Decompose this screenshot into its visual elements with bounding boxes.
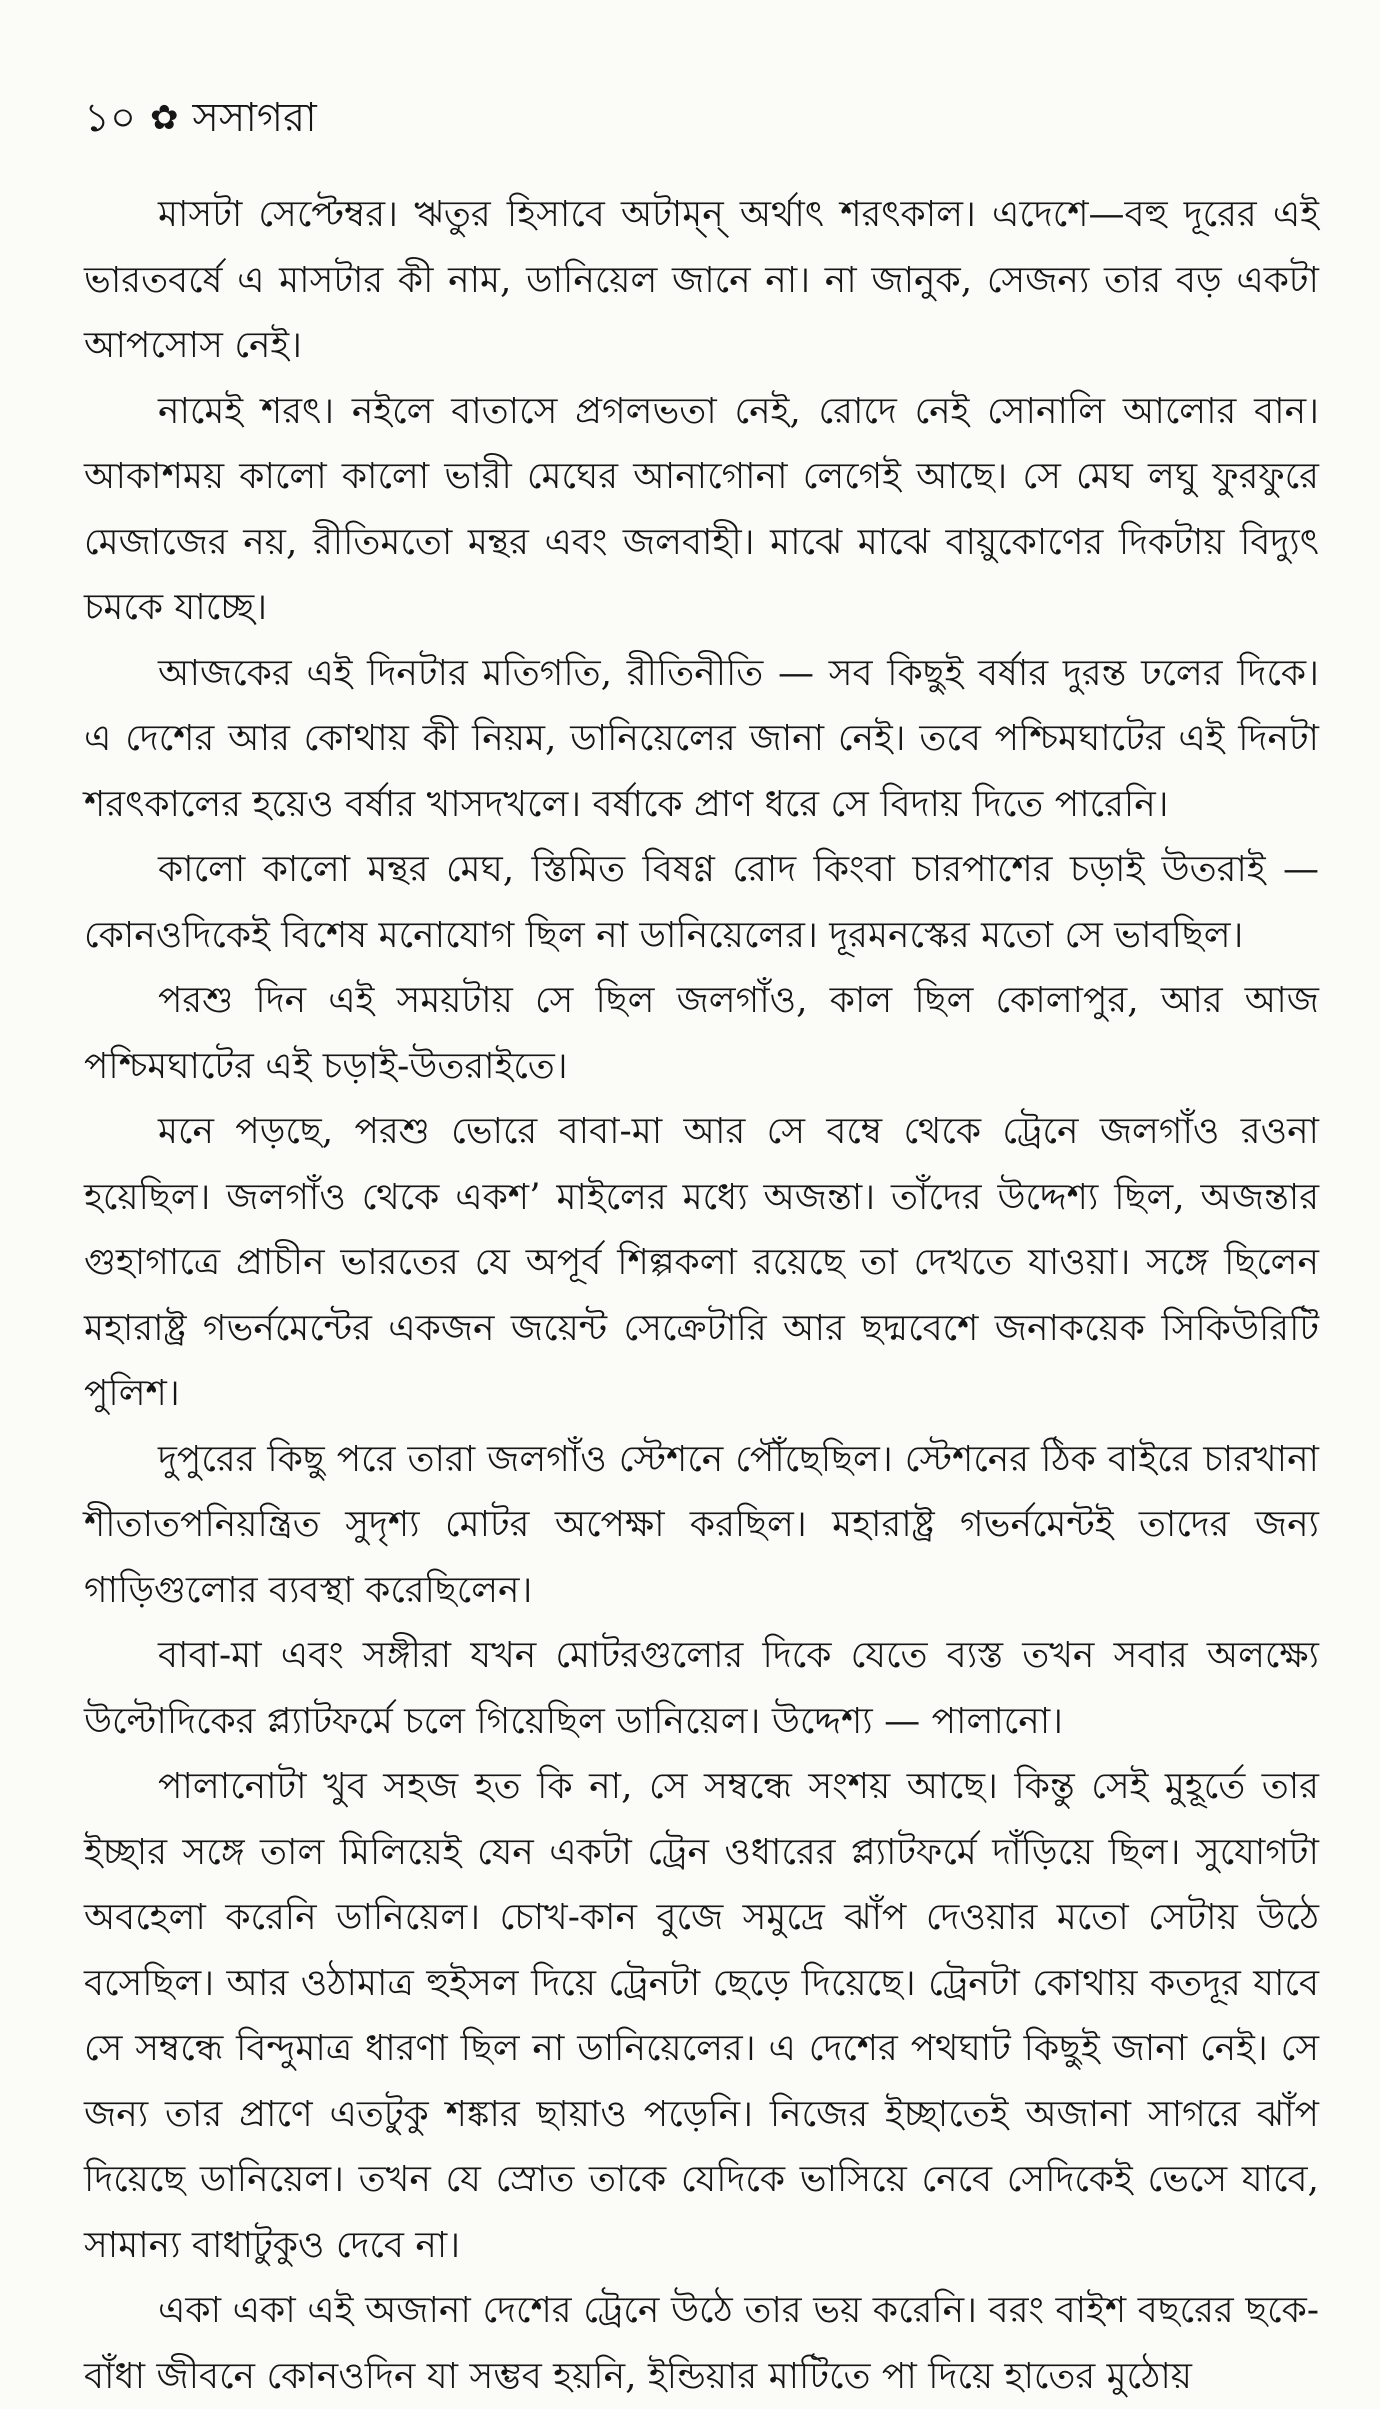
body-text (84, 182, 1319, 2409)
paragraph-7: দুপুরের কিছু পরে তারা জলগাঁও স্টেশনে পৌঁছেছিল। স্টেশনের ঠিক বাইরে চারখানা শীতাতপনিয়ন্ত্রিত সুদৃশ্য মোটর অপেক্ষা করছিল। মহারাষ্ট্র গভর্নমেন্টই তাদের জন্য গাড়িগুলোর ব্যবস্থা করেছিলেন। (84, 1438, 1319, 1611)
running-head (84, 92, 317, 144)
paragraph-3: আজকের এই দিনটার মতিগতি, রীতিনীতি — সব কিছুই বর্ষার দুরন্ত ঢলের দিকে। এ দেশের আর কোথায় কী নিয়ম, ডানিয়েলের জানা নেই। তবে পশ্চিমঘাটের এই দিনটা শরৎকালের হয়েও বর্ষার খাসদখলে। বর্ষাকে প্রাণ ধরে সে বিদায় দিতে পারেনি। (84, 652, 1319, 825)
paragraph-6: মনে পড়ছে, পরশু ভোরে বাবা-মা আর সে বম্বে থেকে ট্রেনে জলগাঁও রওনা হয়েছিল। জলগাঁও থেকে একশ’ মাইলের মধ্যে অজন্তা। তাঁদের উদ্দেশ্য ছিল, অজন্তার গুহাগাত্রে প্রাচীন ভারতের যে অপূর্ব শিল্পকলা রয়েছে তা দেখতে যাওয়া। সঙ্গে ছিলেন মহারাষ্ট্র গভর্নমেন্টের একজন জয়েন্ট সেক্রেটারি আর ছদ্মবেশে জনাকয়েক সিকিউরিটি পুলিশ। (84, 1111, 1319, 1414)
paragraph-5: পরশু দিন এই সময়টায় সে ছিল জলগাঁও, কাল ছিল কোলাপুর, আর আজ পশ্চিমঘাটের এই চড়াই-উতরাইতে। (84, 980, 1319, 1087)
flower-ornament-icon: ✿ (149, 98, 179, 138)
paragraph-2: নামেই শরৎ। নইলে বাতাসে প্রগলভতা নেই, রোদে নেই সোনালি আলোর বান। আকাশময় কালো কালো ভারী মেঘের আনাগোনা লেগেই আছে। সে মেঘ লঘু ফুরফুরে মেজাজের নয়, রীতিমতো মন্থর এবং জলবাহী। মাঝে মাঝে বায়ুকোণের দিকটায় বিদ্যুৎ চমকে যাচ্ছে। (84, 390, 1319, 628)
paragraph-8: বাবা-মা এবং সঙ্গীরা যখন মোটরগুলোর দিকে যেতে ব্যস্ত তখন সবার অলক্ষ্যে উল্টোদিকের প্ল্যাটফর্মে চলে গিয়েছিল ডানিয়েল। উদ্দেশ্য — পালানো। (84, 1635, 1319, 1742)
paragraph-1: মাসটা সেপ্টেম্বর। ঋতুর হিসাবে অটাম্‌ন্ অর্থাৎ শরৎকাল। এদেশে—বহু দূরের এই ভারতবর্ষে এ মাসটার কী নাম, ডানিয়েল জানে না। না জানুক, সেজন্য তার বড় একটা আপসোস নেই। (84, 194, 1319, 366)
paragraph-9: পালানোটা খুব সহজ হত কি না, সে সম্বন্ধে সংশয় আছে। কিন্তু সেই মুহূর্তে তার ইচ্ছার সঙ্গে তাল মিলিয়েই যেন একটা ট্রেন ওধারের প্ল্যাটফর্মে দাঁড়িয়ে ছিল। সুযোগটা অবহেলা করেনি ডানিয়েল। চোখ-কান বুজে সমুদ্রে ঝাঁপ দেওয়ার মতো সেটায় উঠে বসেছিল। আর ওঠামাত্র হুইসল দিয়ে ট্রেনটা ছেড়ে দিয়েছে। ট্রেনটা কোথায় কতদূর যাবে সে সম্বন্ধে বিন্দুমাত্র ধারণা ছিল না ডানিয়েলের। এ দেশের পথঘাট কিছুই জানা নেই। সে জন্য তার প্রাণে এতটুকু শঙ্কার ছায়াও পড়েনি। নিজের ইচ্ছাতেই অজানা সাগরে ঝাঁপ দিয়েছে ডানিয়েল। তখন যে স্রোত তাকে যেদিকে ভাসিয়ে নেবে সেদিকেই ভেসে যাবে, সামান্য বাধাটুকুও দেবে না। (84, 1766, 1319, 2266)
book-title: সসাগরা (192, 95, 317, 141)
paragraph-10: একা একা এই অজানা দেশের ট্রেনে উঠে তার ভয় করেনি। বরং বাইশ বছরের ছকে-বাঁধা জীবনে কোনওদিন যা সম্ভব হয়নি, ইন্ডিয়ার মাটিতে পা দিয়ে হাতের মুঠোয় (84, 2290, 1319, 2397)
paragraph-4: কালো কালো মন্থর মেঘ, স্তিমিত বিষণ্ণ রোদ কিংবা চারপাশের চড়াই উতরাই — কোনওদিকেই বিশেষ মনোযোগ ছিল না ডানিয়েলের। দূরমনস্কের মতো সে ভাবছিল। (84, 849, 1319, 956)
page-number: ১০ (84, 95, 136, 141)
